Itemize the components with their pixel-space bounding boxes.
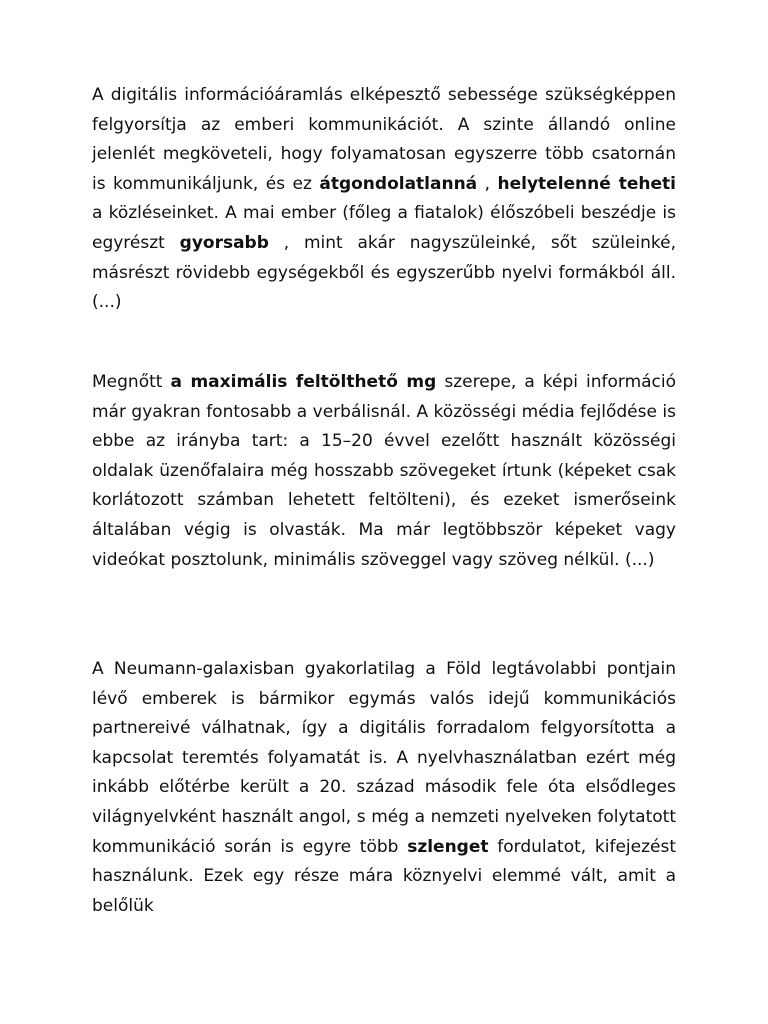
bold-term-helytelenne-teheti: helytelenné teheti [497,173,677,194]
bold-term-szlenget: szlenget [407,836,489,857]
paragraph-3-text: A Neumann-galaxisban gyakorlatilag a Föld legtávolabbi pontjain lévő emberek is bármikor egymás valós idejű kommunikációs partnereivé válhatnak, így a digitális forradalom felgyorsította a kapcsolat teremtés folyamatát is. A nyelvhasználatban ezért még inkább előtérbe került a 20. század második fele óta elsődleges világnyelvként használt angol, s még a nemzeti nyelveken folytatott kommunikáció során is egyre több [92,659,676,857]
paragraph-1-text: , mint akár nagyszüleinké, sőt szüleinké, másrészt rövidebb egységekből és egyszerűbb nyelvi formákból áll. (...) [92,232,676,313]
bold-term-maximalis-feltoltheto-mg: a maximális feltölthető mg [170,372,437,392]
paragraph-3-text: fordulatot, kifejezést használunk. Ezek egy része mára köznyelvi elemmé vált, amit a belőlük [92,836,677,916]
paragraph-2-text: Megnőtt [92,372,171,392]
paragraph-1 [92,81,676,318]
paragraph-1-text: A digitális információáramlás elképesztő sebessége szükségképpen felgyorsítja az emberi kommunikációt. A szinte állandó online jelenlét megköveteli, hogy folyamatosan egyszerre több csatornán is kommunikáljunk, és ez [92,85,676,194]
paragraph-2-block [92,368,676,575]
paragraph-3-block [92,655,676,921]
paragraph-1-text: , [477,173,498,194]
paragraph-2 [92,368,676,575]
bold-term-atgondolatlanna: átgondolatlanná [319,173,478,194]
paragraph-3 [92,655,676,921]
paragraph-2-text: szerepe, a képi információ már gyakran fontosabb a verbálisnál. A közösségi média fejlődése is ebbe az irányba tart: a 15–20 évvel ezelőtt használt közösségi oldalak üzenőfalaira még hosszabb szövegeket írtunk (képeket csak korlátozott számban lehetett feltölteni), és ezeket ismerőseink általában végig is olvasták. Ma már legtöbbször képeket vagy videókat posztolunk, minimális szöveggel vagy szöveg nélkül. (...) [92,372,677,570]
bold-term-gyorsabb: gyorsabb [179,232,269,253]
paragraph-1-block [92,81,676,318]
paragraph-1-text: a közléseinket. A mai ember (főleg a fiatalok) élőszóbeli beszédje is egyrészt [92,203,676,253]
